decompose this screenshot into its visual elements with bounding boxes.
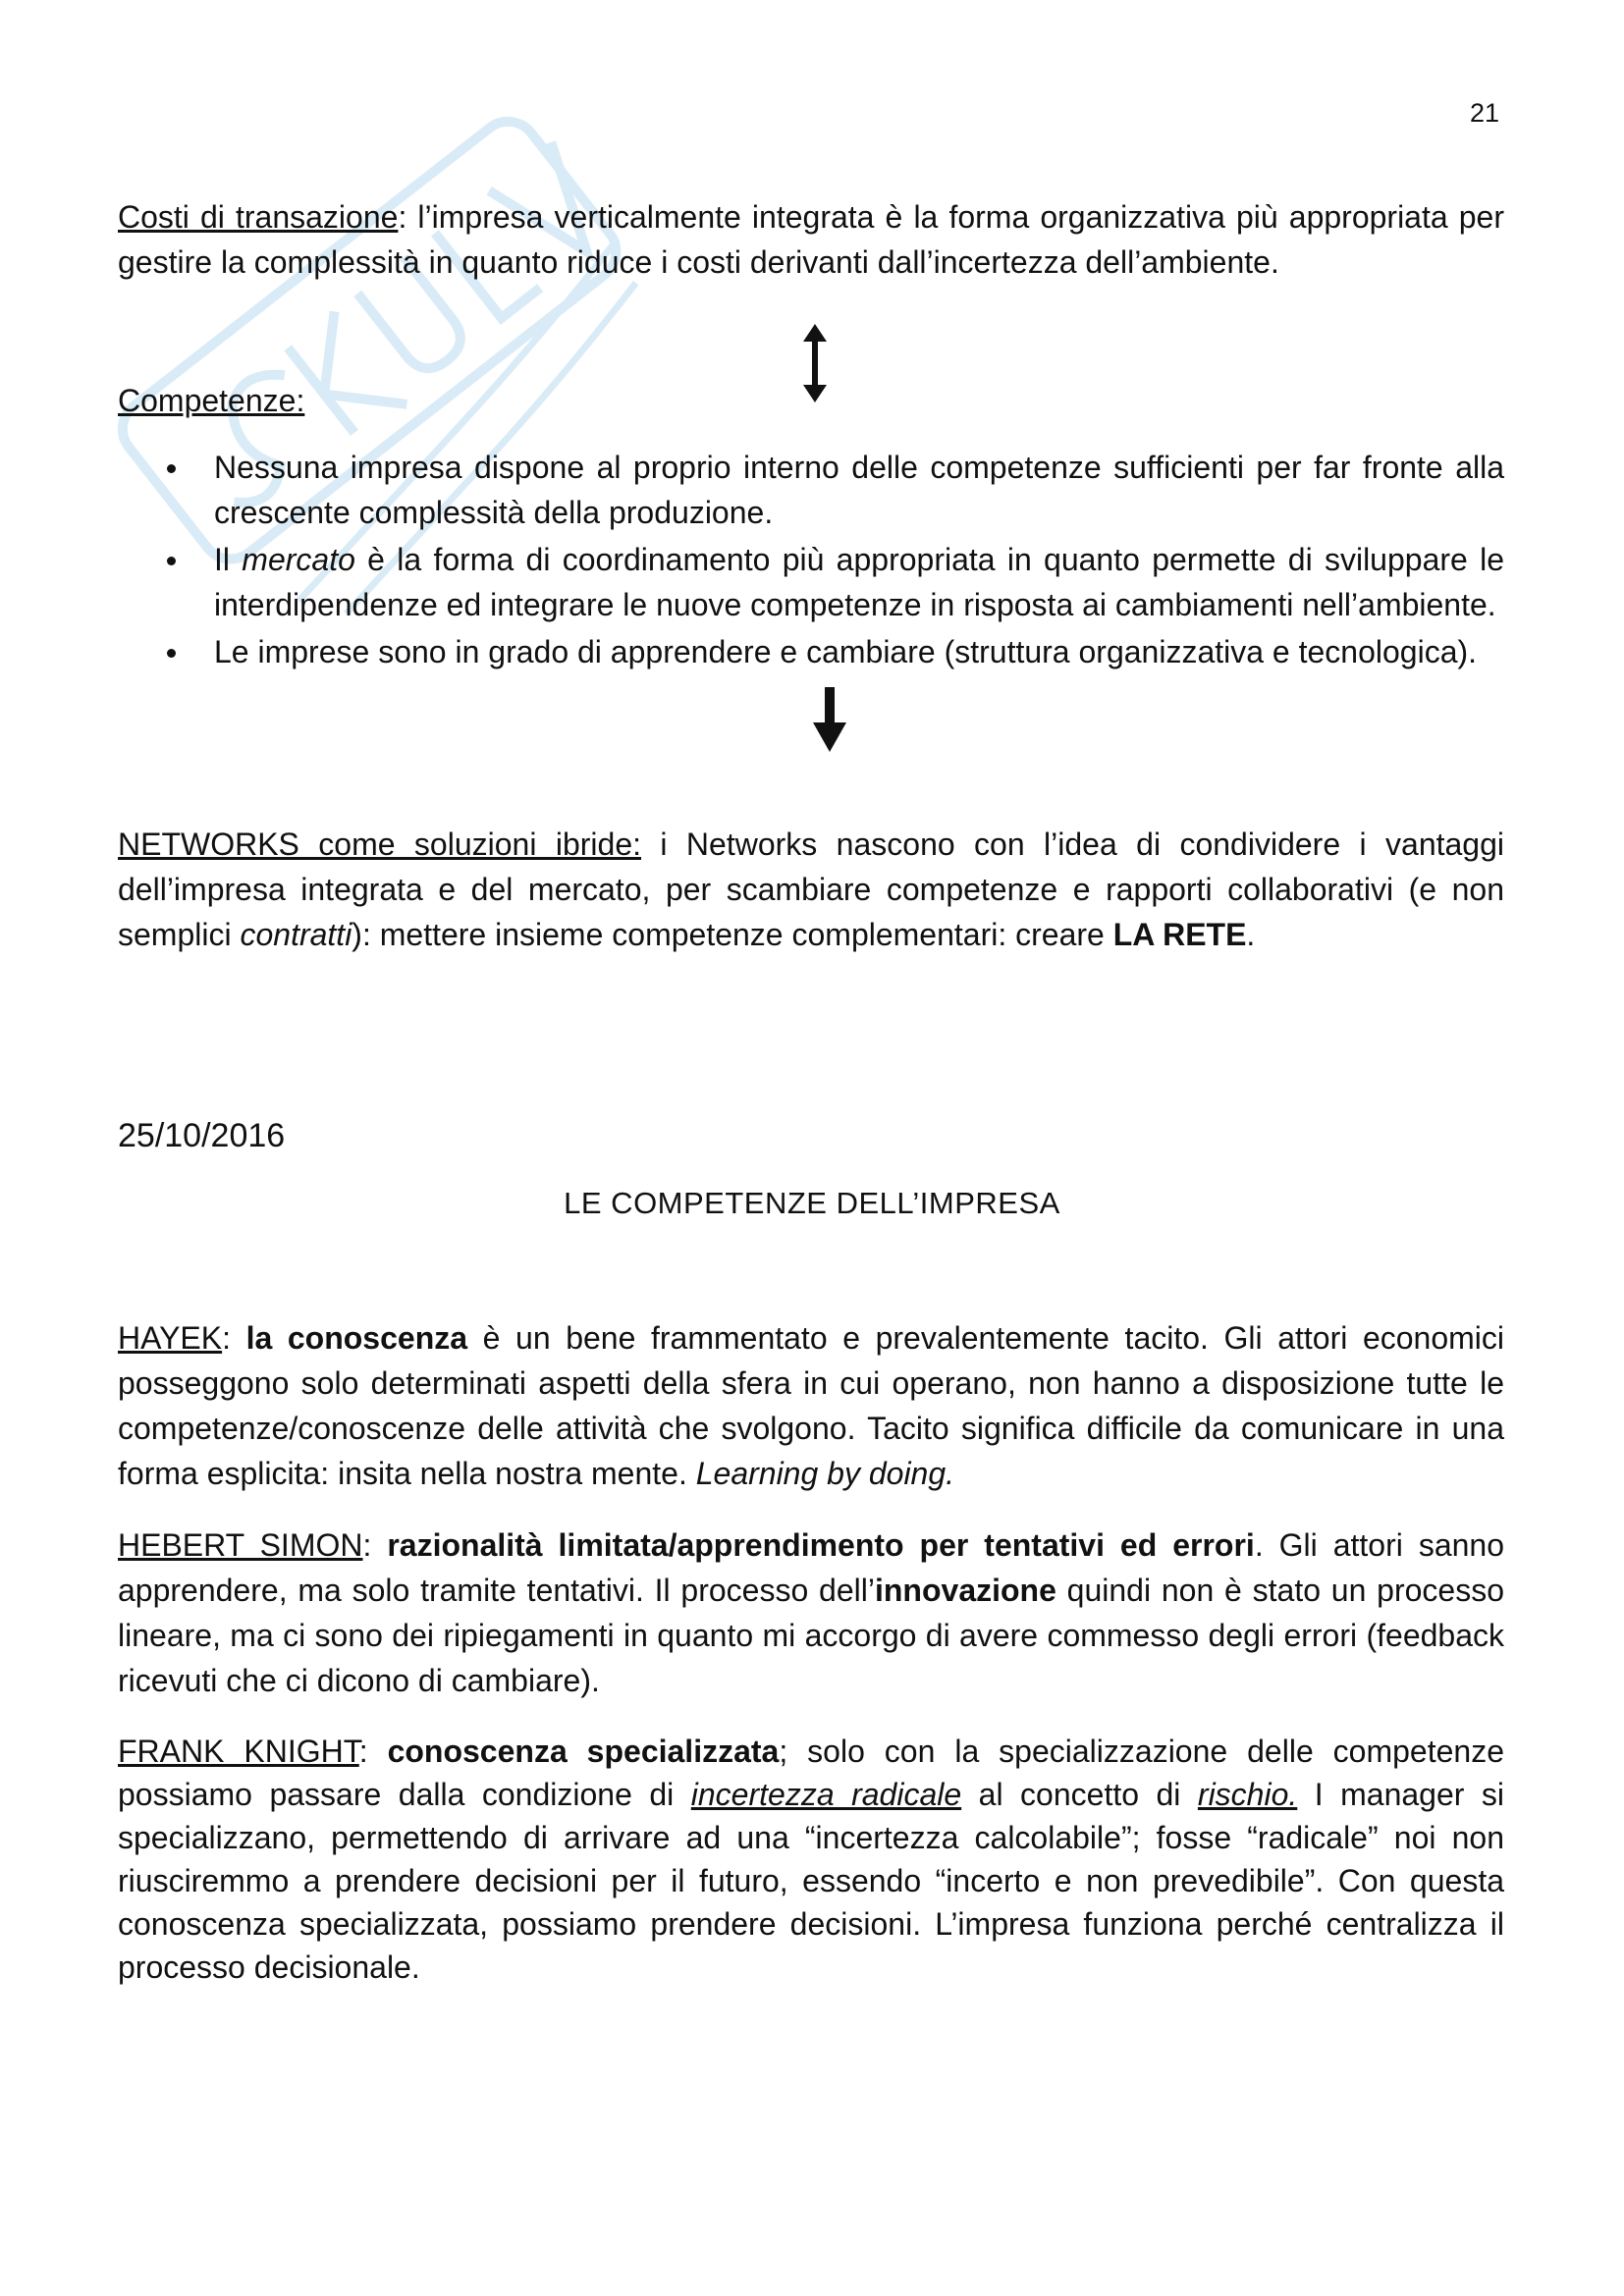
simon-separator: : <box>362 1527 388 1563</box>
list-item <box>118 629 1504 674</box>
simon-text: . Gli attori sanno apprendere, ma solo tramite tentativi. Il processo dell’ <box>118 1527 1505 1608</box>
competences-bullet-list <box>118 445 1504 676</box>
simon-strong-2: innovazione <box>874 1573 1056 1608</box>
down-arrow-icon <box>813 687 846 752</box>
bullet-text: Nessuna impresa dispone al proprio interno delle competenze sufficienti per far fronte alla crescente complessità della produzione. <box>214 450 1504 530</box>
section-title: LE COMPETENZE DELL’IMPRESA <box>564 1186 1060 1220</box>
transaction-costs-text: : l’impresa verticalmente integrata è la forma organizzativa più appropriata per gestire la complessità in quanto riduce i costi derivanti dall’incertezza dell’ambiente. <box>118 199 1505 280</box>
hayek-separator: : <box>222 1320 246 1356</box>
bullet-icon <box>167 464 176 473</box>
list-item <box>118 445 1504 535</box>
hayek-name: HAYEK <box>118 1320 223 1356</box>
knight-emphasis: incertezza radicale <box>690 1777 962 1812</box>
hayek-strong: la conoscenza <box>245 1320 468 1356</box>
hayek-emphasis: Learning by doing. <box>695 1456 955 1491</box>
transaction-costs-paragraph <box>118 194 1504 285</box>
knight-name: FRANK KNIGHT <box>118 1734 359 1769</box>
knight-paragraph <box>118 1730 1504 1989</box>
networks-emphasis: contratti <box>240 917 352 952</box>
bullet-text: è la forma di coordinamento più appropriata in quanto permette di sviluppare le interdipendenze ed integrare le nuove competenze in risposta ai cambiamenti nell’ambiente. <box>214 542 1505 622</box>
simon-strong: razionalità limitata/apprendimento per tentativi ed errori <box>387 1527 1255 1563</box>
knight-strong: conoscenza specializzata <box>387 1734 780 1769</box>
networks-label: NETWORKS come soluzioni ibride: <box>118 827 642 862</box>
networks-strong: LA RETE <box>1112 917 1247 952</box>
simon-paragraph <box>118 1522 1504 1703</box>
bullet-icon <box>167 557 176 565</box>
knight-text: ; solo con la specializzazione delle competenze possiamo passare dalla condizione di <box>118 1734 1504 1812</box>
transaction-costs-label: Costi di transazione <box>118 199 399 235</box>
list-item <box>118 537 1504 627</box>
knight-text-2: al concetto di <box>961 1777 1198 1812</box>
networks-paragraph <box>118 822 1504 957</box>
networks-text-2: ): mettere insieme competenze complementari: creare <box>352 917 1113 952</box>
competences-label: Competenze: <box>118 383 305 418</box>
knight-text-3: I manager si specializzano, permettendo di arrivare ad una “incertezza calcolabile”; fosse “radicale” noi non riusciremmo a prendere decisioni per il futuro, essendo “incerto e non prevedibile”. Con questa conoscenza specializzata, possiamo prendere decisioni. L’impresa funziona perché centralizza il processo decisionale. <box>118 1777 1505 1985</box>
knight-emphasis-2: rischio. <box>1197 1777 1298 1812</box>
bullet-icon <box>167 649 176 658</box>
page-number: 21 <box>1469 98 1499 128</box>
networks-end: . <box>1246 917 1256 952</box>
bullet-emphasis: mercato <box>242 542 355 577</box>
hayek-text: è un bene frammentato e prevalentemente tacito. Gli attori economici posseggono solo determinati aspetti della sfera in cui operano, non hanno a disposizione tutte le competenze/conoscenze delle attività che svolgono. Tacito significa difficile da comunicare in una forma esplicita: insita nella nostra mente. <box>118 1320 1505 1491</box>
bullet-text: Le imprese sono in grado di apprendere e cambiare (struttura organizzativa e tecnologica). <box>214 634 1478 669</box>
bullet-prefix: Il <box>214 542 243 577</box>
simon-name: HEBERT SIMON <box>118 1527 363 1563</box>
hayek-paragraph <box>118 1315 1504 1496</box>
knight-separator: : <box>358 1734 388 1769</box>
networks-text: i Networks nascono con l’idea di condividere i vantaggi dell’impresa integrata e del mercato, per scambiare competenze e rapporti collaborativi (e non semplici <box>118 827 1505 952</box>
competences-heading-block <box>118 378 1504 423</box>
simon-text-2: quindi non è stato un processo lineare, ma ci sono dei ripiegamenti in quanto mi accorgo di avere commesso degli errori (feedback ricevuti che ci dicono di cambiare). <box>118 1573 1505 1698</box>
lecture-date: 25/10/2016 <box>118 1117 286 1154</box>
